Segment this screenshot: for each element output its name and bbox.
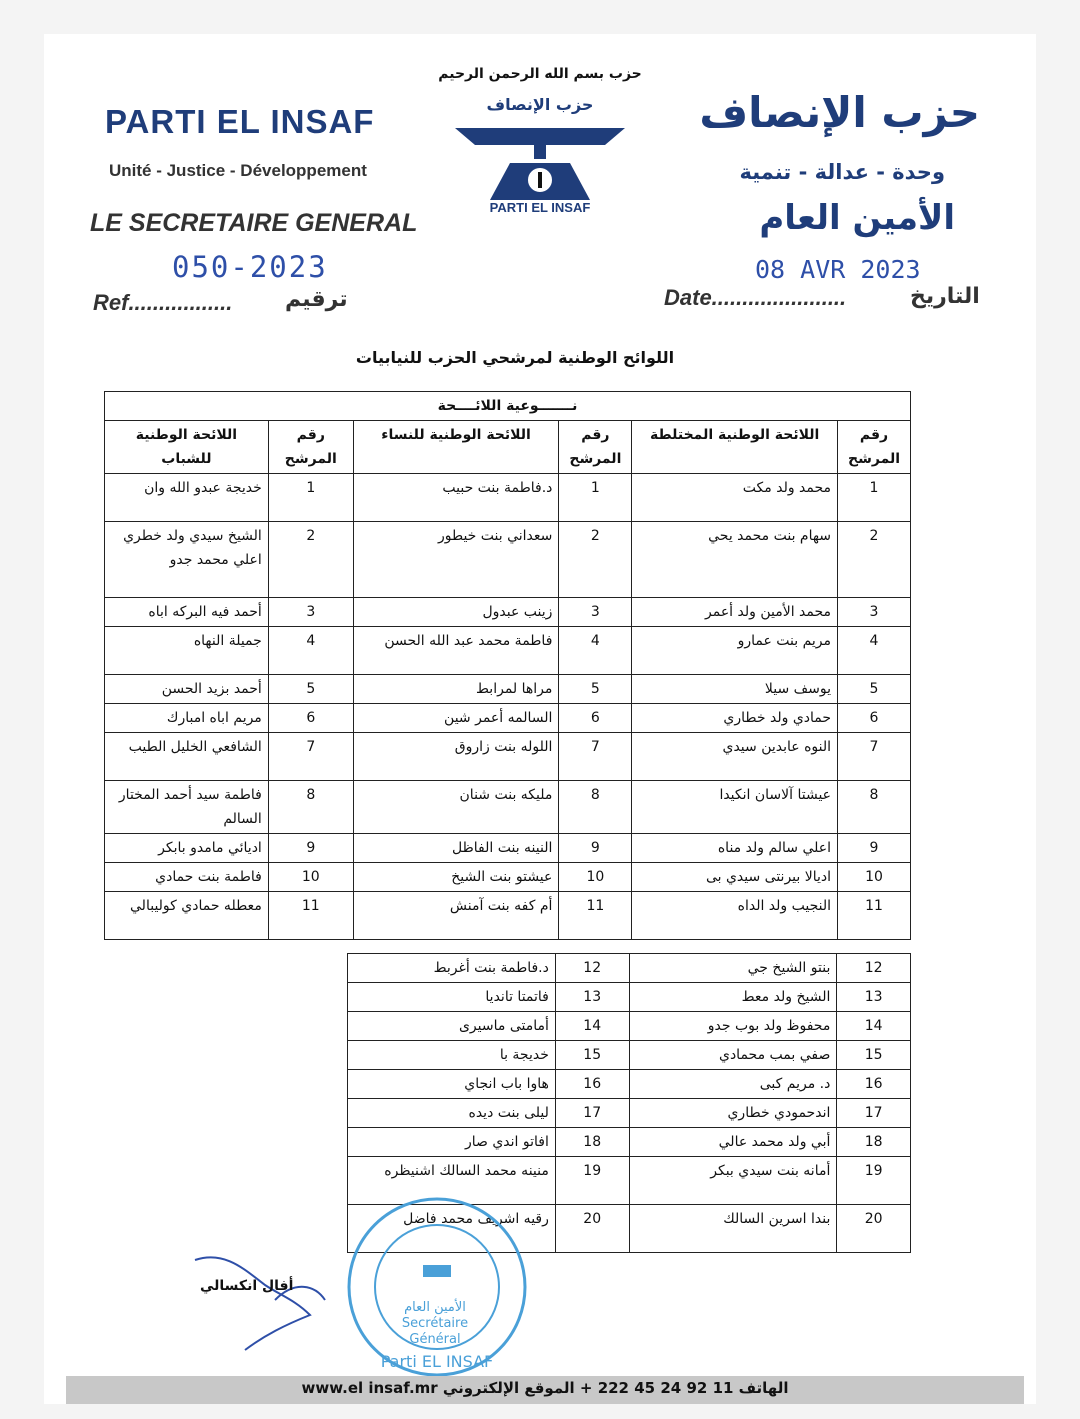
- candidate-number: 2: [559, 522, 632, 598]
- candidate-number: 9: [268, 834, 353, 863]
- candidate-number: 8: [838, 781, 911, 834]
- mixed-list-name: النجيب ولد الداه: [632, 892, 838, 940]
- mixed-list-name: اندحمودي خطاري: [629, 1099, 837, 1128]
- signature-icon: [185, 1240, 345, 1360]
- candidate-number: 1: [559, 474, 632, 522]
- candidate-number: 7: [559, 733, 632, 781]
- candidate-number: 11: [559, 892, 632, 940]
- candidate-number: 4: [268, 627, 353, 675]
- basmala: حزب بسم الله الرحمن الرحيم: [438, 66, 642, 82]
- logo-text-ar: حزب الإنصاف: [486, 95, 594, 114]
- stamp-line: الأمين العام: [404, 1300, 466, 1315]
- candidate-number: 1: [268, 474, 353, 522]
- stamp-line: Secrétaire: [401, 1316, 469, 1331]
- mixed-list-name: محفوظ ولد بوب جدو: [629, 1012, 837, 1041]
- women-list-name: اللوله بنت زاروق: [353, 733, 559, 781]
- header-num: رقم المرشح: [559, 421, 632, 474]
- women-list-name: ليلى بنت ديده: [348, 1099, 556, 1128]
- table-row: [348, 1070, 911, 1099]
- date-label: Date......................: [664, 285, 847, 310]
- youth-list-name: فاطمة بنت حمادي: [105, 863, 269, 892]
- secretary-title-en: LE SECRETAIRE GENERAL: [90, 209, 418, 237]
- candidate-number: 4: [838, 627, 911, 675]
- table-row: [348, 983, 911, 1012]
- candidate-number: 5: [838, 675, 911, 704]
- youth-list-name: الشافعي الخليل الطيب: [105, 733, 269, 781]
- women-list-name: النينه بنت الفاظل: [353, 834, 559, 863]
- candidate-number: 12: [555, 954, 629, 983]
- table-row: [105, 781, 911, 834]
- candidate-number: 19: [555, 1157, 629, 1205]
- mixed-list-name: حمادي ولد خطاري: [632, 704, 838, 733]
- mixed-list-name: أبي ولد محمد عالي: [629, 1128, 837, 1157]
- mixed-list-name: ادیالا بیرنتی سیدي بی: [632, 863, 838, 892]
- candidate-number: 1: [838, 474, 911, 522]
- candidate-number: 20: [555, 1205, 629, 1253]
- table-row: [105, 522, 911, 598]
- table-row: [348, 1128, 911, 1157]
- candidate-number: 20: [837, 1205, 911, 1253]
- women-list-name: السالمه أعمر شين: [353, 704, 559, 733]
- women-list-name: د.فاطمة بنت أغربط: [348, 954, 556, 983]
- candidate-number: 19: [837, 1157, 911, 1205]
- candidate-number: 5: [559, 675, 632, 704]
- ref-number: 050-2023: [172, 250, 328, 284]
- table-caption-row: [105, 392, 911, 421]
- signatory-name: أفال انكسالي: [200, 1278, 294, 1294]
- youth-list-name: اديائي مامدو بابكر: [105, 834, 269, 863]
- mixed-list-name: د. مريم كبى: [629, 1070, 837, 1099]
- header-mixed: اللائحة الوطنية المختلطة: [632, 421, 838, 474]
- women-list-name: زينب عبدول: [353, 598, 559, 627]
- mixed-list-name: محمد ولد مكت: [632, 474, 838, 522]
- table-row: [105, 733, 911, 781]
- party-logo: [450, 95, 630, 225]
- table-row: [105, 892, 911, 940]
- women-list-name: أم كفه بنت آمنش: [353, 892, 559, 940]
- ref-label-ar: ترقيم: [285, 287, 348, 312]
- youth-list-name: جميلة النهاه: [105, 627, 269, 675]
- table-row: [105, 834, 911, 863]
- candidate-number: 17: [837, 1099, 911, 1128]
- secretary-title-ar: الأمين العام: [759, 198, 955, 238]
- table-row: [348, 1099, 911, 1128]
- mixed-list-name: اعلي سالم ولد مناه: [632, 834, 838, 863]
- table-row: [105, 675, 911, 704]
- candidate-number: 12: [837, 954, 911, 983]
- candidate-number: 5: [268, 675, 353, 704]
- candidate-number: 2: [838, 522, 911, 598]
- women-list-name: رقيه اشريف محمد فاضل: [348, 1205, 556, 1253]
- candidate-number: 11: [268, 892, 353, 940]
- party-name-en: PARTI EL INSAF: [105, 103, 375, 140]
- youth-list-name: خديجة عبدو الله وان: [105, 474, 269, 522]
- mixed-list-name: بنتو الشيخ جي: [629, 954, 837, 983]
- mixed-list-name: الشيخ ولد معط: [629, 983, 837, 1012]
- party-name-ar: حزب الإنصاف: [699, 88, 980, 137]
- table-row: [105, 704, 911, 733]
- candidate-number: 16: [555, 1070, 629, 1099]
- youth-list-name: مريم اباه امبارك: [105, 704, 269, 733]
- table-row: [105, 598, 911, 627]
- table-row: [348, 954, 911, 983]
- mixed-list-name: بندا اسرين السالك: [629, 1205, 837, 1253]
- candidate-number: 9: [838, 834, 911, 863]
- candidate-number: 14: [555, 1012, 629, 1041]
- table-row: [105, 474, 911, 522]
- candidate-number: 6: [838, 704, 911, 733]
- women-list-name: هاوا باب انجاي: [348, 1070, 556, 1099]
- mixed-list-name: صفي بمب محمادي: [629, 1041, 837, 1070]
- table-row: [348, 1012, 911, 1041]
- header-women: اللائحة الوطنية للنساء: [353, 421, 559, 474]
- candidate-number: 8: [559, 781, 632, 834]
- candidate-number: 10: [838, 863, 911, 892]
- date-stamp: 08 AVR 2023: [755, 255, 921, 284]
- youth-list-name: معطله حمادي كوليبالي: [105, 892, 269, 940]
- stamp-ring-text: Parti EL INSAF: [380, 1352, 494, 1371]
- candidate-number: 15: [555, 1041, 629, 1070]
- table-caption: نـــــــوعية اللائــــحة: [105, 392, 911, 421]
- candidates-table: [104, 391, 911, 940]
- footer-bar: [66, 1376, 1024, 1404]
- footer-contact: الهاتف 11 92 24 45 222 + الموقع الإلكتروني www.el insaf.mr: [301, 1379, 789, 1397]
- mixed-list-name: سهام بنت محمد يحي: [632, 522, 838, 598]
- candidate-number: 9: [559, 834, 632, 863]
- table-row: [105, 627, 911, 675]
- women-list-name: عيشتو بنت الشيخ: [353, 863, 559, 892]
- table-row: [105, 863, 911, 892]
- candidate-number: 7: [268, 733, 353, 781]
- candidate-number: 3: [268, 598, 353, 627]
- scale-icon: [450, 95, 630, 205]
- candidate-number: 3: [838, 598, 911, 627]
- stamp-inner-text: [375, 1300, 495, 1348]
- women-list-name: أمامتی ماسیری: [348, 1012, 556, 1041]
- document-title: اللوائح الوطنية لمرشحي الحزب للنيابيات: [355, 348, 675, 367]
- table-row: [348, 1041, 911, 1070]
- women-list-name: مليكه بنت شنان: [353, 781, 559, 834]
- stamp-icon: [345, 1195, 530, 1380]
- women-list-name: فاتمتا تانديا: [348, 983, 556, 1012]
- candidate-number: 4: [559, 627, 632, 675]
- mixed-list-name: مريم بنت عمارو: [632, 627, 838, 675]
- mixed-list-name: محمد الأمين ولد أعمر: [632, 598, 838, 627]
- candidate-number: 15: [837, 1041, 911, 1070]
- logo-text-en: PARTI EL INSAF: [489, 200, 591, 215]
- youth-list-name: أحمد فيه البركه اباه: [105, 598, 269, 627]
- mixed-list-name: أمانه بنت سيدي ببكر: [629, 1157, 837, 1205]
- mixed-list-name: يوسف سيلا: [632, 675, 838, 704]
- ref-label: Ref.................: [93, 290, 233, 315]
- candidate-number: 2: [268, 522, 353, 598]
- youth-list-name: الشيخ سيدي ولد خطري اعلي محمد جدو: [105, 522, 269, 598]
- party-motto-ar: وحدة - عدالة - تنمية: [739, 160, 945, 184]
- youth-list-name: فاطمة سيد أحمد المختار السالم: [105, 781, 269, 834]
- stamp-line: Général: [409, 1332, 461, 1347]
- date-label-ar: التاريخ: [910, 284, 980, 309]
- candidate-number: 13: [555, 983, 629, 1012]
- candidate-number: 8: [268, 781, 353, 834]
- candidate-number: 17: [555, 1099, 629, 1128]
- youth-list-name: أحمد بزيد الحسن: [105, 675, 269, 704]
- candidate-number: 10: [268, 863, 353, 892]
- header-num: رقم المرشح: [268, 421, 353, 474]
- women-list-name: مراها لمرابط: [353, 675, 559, 704]
- women-list-name: منينه محمد السالك اشنيظره: [348, 1157, 556, 1205]
- mixed-list-name: عيشتا آلاسان انكيدا: [632, 781, 838, 834]
- candidate-number: 6: [559, 704, 632, 733]
- women-list-name: فاطمة محمد عبد الله الحسن: [353, 627, 559, 675]
- candidate-number: 10: [559, 863, 632, 892]
- candidate-number: 11: [838, 892, 911, 940]
- table-header-row: [105, 421, 911, 474]
- candidate-number: 18: [555, 1128, 629, 1157]
- candidate-number: 3: [559, 598, 632, 627]
- mixed-list-name: النوه عابدين سيدي: [632, 733, 838, 781]
- candidate-number: 18: [837, 1128, 911, 1157]
- women-list-name: افاتو اندي صار: [348, 1128, 556, 1157]
- header-youth: اللائحة الوطنية للشباب: [105, 421, 269, 474]
- candidate-number: 6: [268, 704, 353, 733]
- women-list-name: د.فاطمة بنت حبيب: [353, 474, 559, 522]
- women-list-name: سعداني بنت خيطور: [353, 522, 559, 598]
- candidate-number: 7: [838, 733, 911, 781]
- header-num: رقم المرشح: [838, 421, 911, 474]
- party-motto-en: Unité - Justice - Développement: [109, 161, 367, 180]
- candidate-number: 14: [837, 1012, 911, 1041]
- candidate-number: 13: [837, 983, 911, 1012]
- candidate-number: 16: [837, 1070, 911, 1099]
- women-list-name: خديجة با: [348, 1041, 556, 1070]
